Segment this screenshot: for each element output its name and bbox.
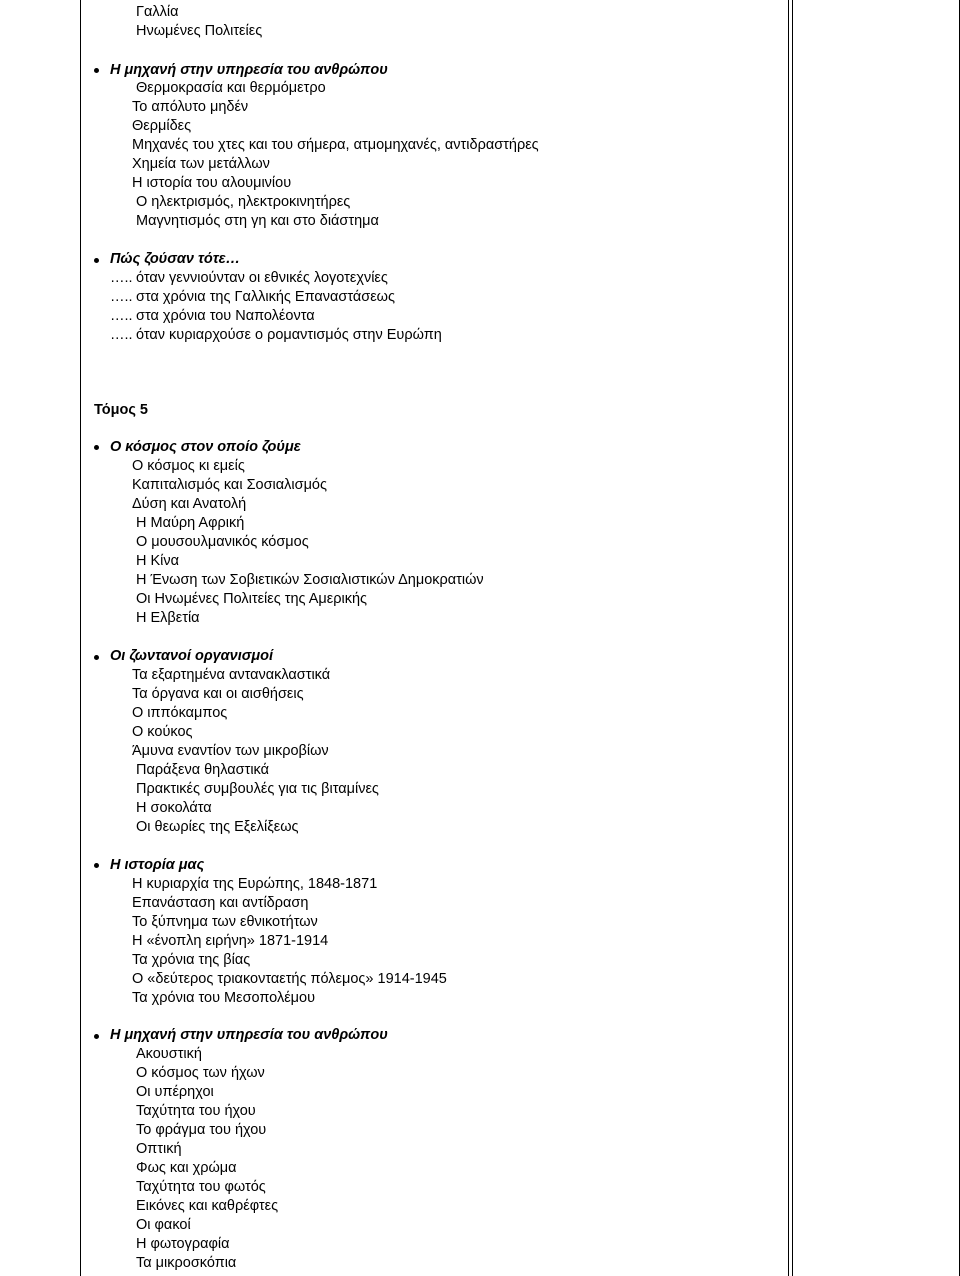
list-item: Ταχύτητα του φωτός (136, 1179, 266, 1195)
bullet-icon (94, 655, 99, 660)
list-item: Η Μαύρη Αφρική (136, 515, 245, 531)
dots-leader: ….. (110, 308, 133, 324)
dots-leader: ….. (110, 327, 133, 343)
list-item: Εικόνες και καθρέφτες (136, 1198, 279, 1214)
section-header: Πώς ζούσαν τότε… (110, 251, 241, 267)
list-item: Η Κίνα (136, 553, 180, 569)
list-item: Ο «δεύτερος τριακονταετής πόλεμος» 1914-1945 (132, 971, 447, 987)
list-item: στα χρόνια του Ναπολέοντα (136, 308, 315, 324)
bullet-icon (94, 863, 99, 868)
list-item: Οι υπέρηχοι (136, 1084, 214, 1100)
list-item: Μαγνητισμός στη γη και στο διάστημα (136, 213, 379, 229)
list-item: Γαλλία (136, 4, 179, 20)
list-item: Τα μικροσκόπια (136, 1255, 237, 1271)
list-item: Ο μουσουλμανικός κόσμος (136, 534, 309, 550)
list-item: Παράξενα θηλαστικά (136, 762, 269, 778)
list-item: Τα όργανα και οι αισθήσεις (132, 686, 304, 702)
list-item: Ο κούκος (132, 724, 193, 740)
list-item: Τα εξαρτημένα αντανακλαστικά (132, 667, 331, 683)
list-item: Θερμοκρασία και θερμόμετρο (136, 80, 326, 96)
list-item: όταν γεννιούνταν οι εθνικές λογοτεχνίες (136, 270, 388, 286)
bullet-icon (94, 1034, 99, 1039)
list-item: Η Ένωση των Σοβιετικών Σοσιαλιστικών Δημοκρατιών (136, 572, 484, 588)
list-item: Ηνωμένες Πολιτείες (136, 23, 263, 39)
list-item: Επανάσταση και αντίδραση (132, 895, 309, 911)
list-item: Πρακτικές συμβουλές για τις βιταμίνες (136, 781, 379, 797)
list-item: Χημεία των μετάλλων (132, 156, 270, 172)
list-item: Ο κόσμος των ήχων (136, 1065, 265, 1081)
section-header: Η ιστορία μας (110, 857, 205, 873)
list-item: Η Ελβετία (136, 610, 200, 626)
list-item: Τα χρόνια της βίας (132, 952, 251, 968)
list-item: Θερμίδες (132, 118, 192, 134)
bullet-icon (94, 68, 99, 73)
list-item: Το φράγμα του ήχου (136, 1122, 267, 1138)
list-item: Ο ηλεκτρισμός, ηλεκτροκινητήρες (136, 194, 351, 210)
list-item: Ο ιππόκαμπος (132, 705, 228, 721)
list-item: Ο κόσμος κι εμείς (132, 458, 245, 474)
table-divider-inner (792, 0, 793, 1276)
section-header: Οι ζωντανοί οργανισμοί (110, 648, 273, 664)
list-item: Ταχύτητα του ήχου (136, 1103, 256, 1119)
list-item: Η σοκολάτα (136, 800, 212, 816)
list-item: Μηχανές του χτες και του σήμερα, ατμομηχανές, αντιδραστήρες (132, 137, 539, 153)
table-divider (788, 0, 789, 1276)
section-header: Η μηχανή στην υπηρεσία του ανθρώπου (110, 62, 388, 78)
section-header: Η μηχανή στην υπηρεσία του ανθρώπου (110, 1027, 388, 1043)
table-border-left (80, 0, 81, 1276)
list-item: Τα χρόνια του Μεσοπολέμου (132, 990, 316, 1006)
list-item: Το απόλυτο μηδέν (132, 99, 249, 115)
dots-leader: ….. (110, 270, 133, 286)
list-item: Άμυνα εναντίον των μικροβίων (132, 743, 329, 759)
list-item: όταν κυριαρχούσε ο ρομαντισμός στην Ευρώπη (136, 327, 442, 343)
bullet-icon (94, 445, 99, 450)
list-item: Οι Ηνωμένες Πολιτείες της Αμερικής (136, 591, 368, 607)
dots-leader: ….. (110, 289, 133, 305)
list-item: Το ξύπνημα των εθνικοτήτων (132, 914, 318, 930)
list-item: Οπτική (136, 1141, 182, 1157)
bullet-icon (94, 258, 99, 263)
list-item: Οι θεωρίες της Εξελίξεως (136, 819, 299, 835)
list-item: Οι φακοί (136, 1217, 191, 1233)
list-item: Καπιταλισμός και Σοσιαλισμός (132, 477, 327, 493)
list-item: Φως και χρώμα (136, 1160, 237, 1176)
section-header: Ο κόσμος στον οποίο ζούμε (110, 439, 301, 455)
volume-title: Τόμος 5 (94, 402, 148, 418)
list-item: Η «ένοπλη ειρήνη» 1871-1914 (132, 933, 329, 949)
list-item: Η κυριαρχία της Ευρώπης, 1848-1871 (132, 876, 378, 892)
list-item: Δύση και Ανατολή (132, 496, 247, 512)
list-item: Η ιστορία του αλουμινίου (132, 175, 292, 191)
list-item: Ακουστική (136, 1046, 202, 1062)
list-item: Η φωτογραφία (136, 1236, 230, 1252)
list-item: στα χρόνια της Γαλλικής Επαναστάσεως (136, 289, 395, 305)
